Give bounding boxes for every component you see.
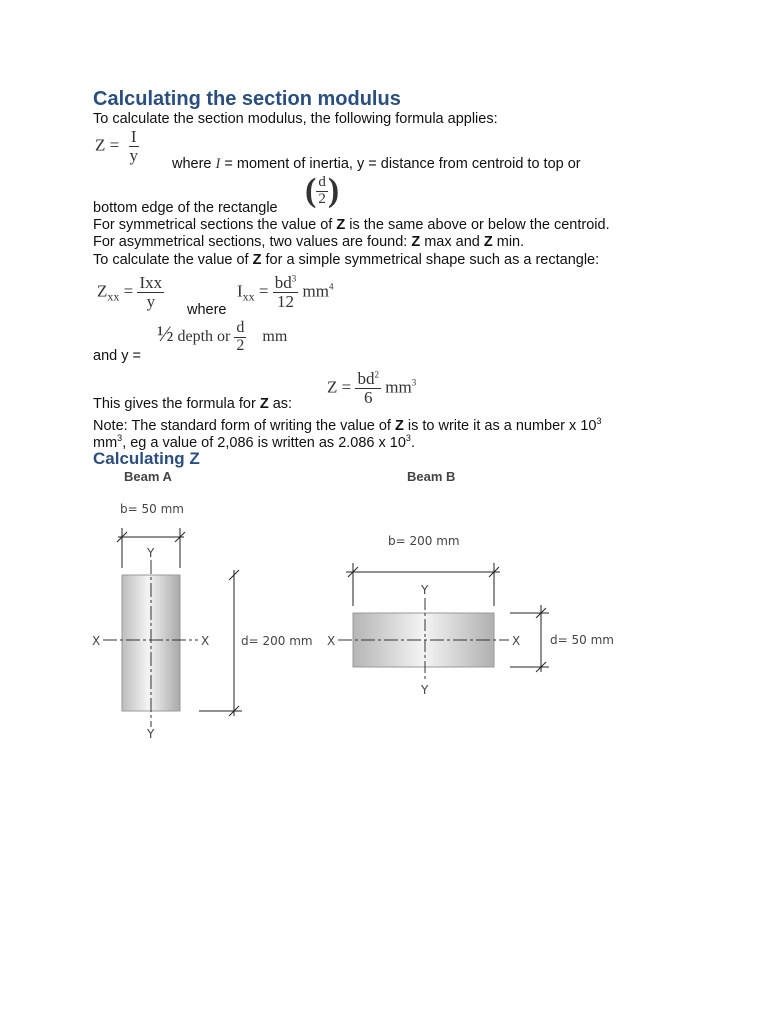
symmetrical-text: For symmetrical sections the value of Z is the same above or below the centroid. — [93, 217, 610, 233]
formula-ixx: $I_{xx}$ = $\frac{bd^3}{12}$ $mm^4$ — [237, 273, 334, 311]
bottom-edge-text: bottom edge of the rectangle — [93, 200, 278, 216]
where-moment-of-inertia-text: where I = moment of inertia, y = distance from centroid to top or — [172, 156, 581, 172]
beam-b-b-label: b= 200 mm — [388, 534, 460, 548]
beam-a-diagram — [92, 502, 313, 741]
beam-b-x-right: X — [512, 634, 521, 648]
beam-a-b-label: b= 50 mm — [120, 502, 184, 516]
note-line-2: $mm^3$, eg a value of 2,086 is written as 2.086 x $10^3$. — [93, 433, 415, 451]
formula-z-bd2-over-6: Z = $\frac{bd^2}{6}$ $mm^3$ — [327, 369, 417, 407]
formula-d-over-2-paren: ( $\frac{d}{2}$ ) — [305, 172, 340, 209]
beam-b-y-top: Y — [421, 583, 429, 597]
where-text: where — [187, 302, 227, 318]
asymmetrical-text: For asymmetrical sections, two values are found: Z max and Z min. — [93, 234, 525, 250]
beam-b-diagram — [327, 534, 614, 697]
and-y-equals-text: and y = — [93, 348, 141, 364]
beam-a-x-right: X — [201, 634, 210, 648]
page-title: Calculating the section modulus — [93, 88, 401, 110]
beam-a-title: Beam A — [124, 469, 172, 484]
beam-a-y-top: Y — [147, 546, 155, 560]
heading-calculating-z: Calculating Z — [93, 449, 200, 468]
beam-a-d-label: d= 200 mm — [241, 634, 313, 648]
beam-a-x-left: X — [92, 634, 101, 648]
intro-text: To calculate the section modulus, the following formula applies: — [93, 111, 498, 127]
beam-b-title: Beam B — [407, 469, 456, 484]
formula-z-equals-i-over-y: Z = $\frac{I}{y}$ — [95, 127, 138, 165]
formula-half-depth: ½ depth or $\frac{d}{2}$ mm — [157, 319, 288, 354]
calculate-rectangle-text: To calculate the value of Z for a simple symmetrical shape such as a rectangle: — [93, 252, 600, 268]
gives-formula-text: This gives the formula for Z as: — [93, 396, 293, 412]
beam-b-d-label: d= 50 mm — [550, 633, 614, 647]
note-line-1: Note: The standard form of writing the value of Z is to write it as a number x $10^3$ — [93, 416, 602, 434]
beam-b-x-left: X — [327, 634, 336, 648]
beam-b-y-bottom: Y — [421, 683, 429, 697]
formula-zxx: $Z_{xx}$ = $\frac{\text{Ixx}}{y}$ — [97, 273, 163, 311]
beam-a-y-bottom: Y — [147, 727, 155, 741]
